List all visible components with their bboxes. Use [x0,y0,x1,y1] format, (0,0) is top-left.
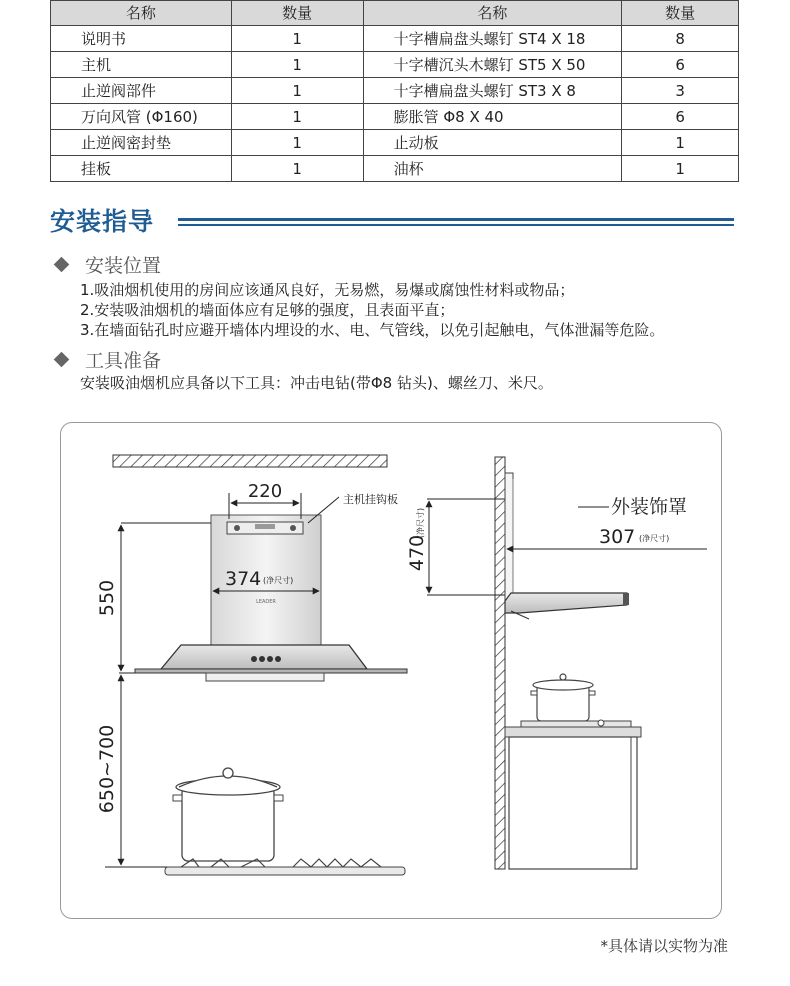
brand-mark: LEADER [256,599,276,605]
table-cell: 膨胀管 Φ8 X 40 [363,104,622,130]
table-row [51,52,739,78]
table-row [51,78,739,104]
dim-470-net-label: (净尺寸) [416,507,425,539]
table-row [51,26,739,52]
table-cell: 6 [622,52,739,78]
dimension-650-700 [96,675,181,867]
location-line-3: 3.在墙面钻孔时应避开墙体内埋设的水、电、气管线，以免引起触电，气体泄漏等危险。 [80,321,665,339]
footnote: *具体请以实物为准 [600,937,728,955]
dim-470-label: 470 [406,534,428,572]
table-cell: 挂板 [51,156,232,182]
title-rule [178,218,734,226]
cover-callout [578,496,687,518]
table-cell: 万向风管 (Φ160) [51,104,232,130]
hook-plate-label: 主机挂钩板 [343,493,398,506]
dimension-307 [507,526,707,549]
table-cell: 3 [622,78,739,104]
dim-374-label: 374 [225,568,262,590]
pot-side-view [531,674,595,721]
table-cell: 说明书 [51,26,232,52]
table-cell: 8 [622,26,739,52]
cover-label: 外装饰罩 [611,496,688,518]
dim-220-label: 220 [247,481,283,502]
tools-line: 安装吸油烟机应具备以下工具：冲击电钻(带Φ8 钻头)、螺丝刀、米尺。 [80,374,553,392]
dim-307-net-label: (净尺寸) [639,534,670,543]
dimension-470 [406,499,505,595]
ceiling [113,455,387,467]
diagram-svg [61,423,723,920]
dim-307-label: 307 [599,526,636,548]
table-cell: 1 [231,78,363,104]
location-heading [52,251,161,278]
table-row [51,156,739,182]
diamond-bullet-icon [54,352,70,368]
header-name-1: 名称 [51,1,232,26]
table-cell: 十字槽扁盘头螺钉 ST3 X 8 [363,78,622,104]
parts-table [50,0,739,182]
header-qty-2: 数量 [622,1,739,26]
table-row [51,130,739,156]
table-cell: 1 [231,26,363,52]
table-cell: 主机 [51,52,232,78]
table-header-row [51,1,739,26]
table-cell: 1 [622,130,739,156]
table-cell: 止动板 [363,130,622,156]
location-line-2: 2.安装吸油烟机的墙面体应有足够的强度，且表面平直； [80,301,455,319]
table-cell: 十字槽沉头木螺钉 ST5 X 50 [363,52,622,78]
dim-374-net-label: (净尺寸) [263,576,294,585]
pot-front-view [173,768,283,861]
diamond-bullet-icon [54,257,70,273]
location-heading-text: 安装位置 [85,255,162,277]
table-cell: 1 [231,52,363,78]
wall-side-view [495,457,505,869]
cabinet-side-view [505,720,641,869]
table-cell: 1 [231,104,363,130]
installation-diagram [60,422,722,919]
location-line-1: 1.吸油烟机使用的房间应该通风良好，无易燃，易爆或腐蚀性材料或物品； [80,281,575,299]
table-cell: 1 [231,156,363,182]
dimension-220 [229,481,301,519]
table-cell: 油杯 [363,156,622,182]
table-cell: 1 [231,130,363,156]
section-title: 安装指导 [50,207,155,236]
dim-550-label: 550 [96,579,118,617]
table-cell: 1 [622,156,739,182]
table-cell: 止逆阀密封垫 [51,130,232,156]
hood-front-view [135,515,407,681]
tools-heading-text: 工具准备 [85,350,162,372]
table-cell: 十字槽扁盘头螺钉 ST4 X 18 [363,26,622,52]
header-qty-1: 数量 [231,1,363,26]
header-name-2: 名称 [363,1,622,26]
tools-heading [52,346,161,373]
dim-650-700-label: 650~700 [96,724,118,814]
table-row [51,104,739,130]
table-cell: 6 [622,104,739,130]
table-cell: 止逆阀部件 [51,78,232,104]
